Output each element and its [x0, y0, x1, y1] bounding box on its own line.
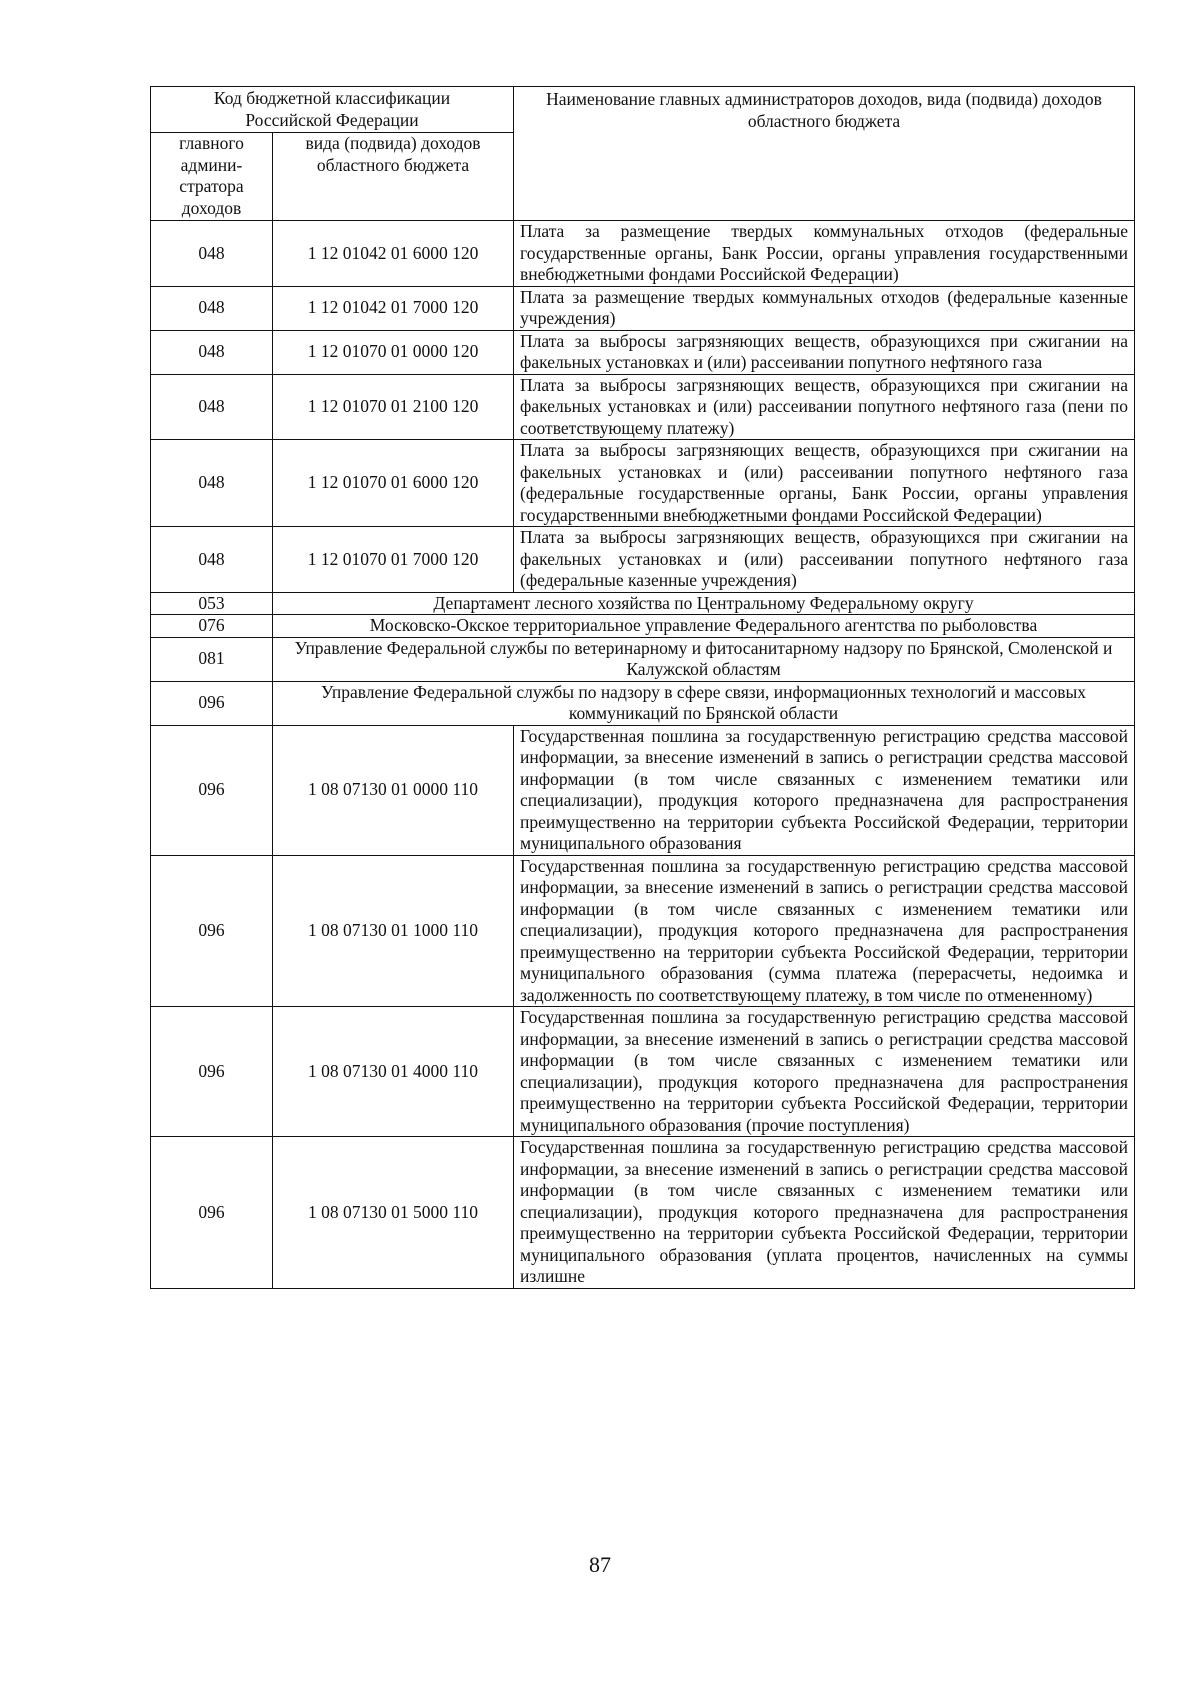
- department-name-cell: Департамент лесного хозяйства по Центральному Федеральному округу: [273, 592, 1135, 615]
- table-row: [151, 855, 1135, 1007]
- admin-code-cell: 048: [151, 286, 273, 330]
- department-row: [151, 637, 1135, 681]
- admin-column-header: главного админи-стратора доходов: [151, 133, 273, 221]
- table-row: [151, 286, 1135, 330]
- income-name-cell: Плата за выбросы загрязняющих веществ, образующихся при сжигании на факельных установках и (или) рассеивании попутного нефтяного газа (федеральные казенные учреждения): [514, 527, 1135, 593]
- income-name-cell: Плата за выбросы загрязняющих веществ, образующихся при сжигании на факельных установках и (или) рассеивании попутного нефтяного газа (пени по соответствующему платежу): [514, 374, 1135, 440]
- admin-code-cell: 096: [151, 1007, 273, 1137]
- admin-code-cell: 048: [151, 527, 273, 593]
- table-body: [151, 221, 1135, 1289]
- table-row: [151, 527, 1135, 593]
- page-number: 87: [589, 1552, 611, 1577]
- department-row: [151, 592, 1135, 615]
- income-code-cell: 1 08 07130 01 0000 110: [273, 725, 514, 855]
- income-code-cell: 1 12 01070 01 0000 120: [273, 330, 514, 374]
- table-row: [151, 330, 1135, 374]
- income-name-cell: Государственная пошлина за государственную регистрацию средства массовой информации, за внесение изменений в запись о регистрации средства массовой информации (в том числе связанных с изменением тематики или специализации), продукция которого предназначена для распространения преимущественно на территории субъекта Российской Федерации, территории муниципального образования (уплата процентов, начисленных на суммы излишне: [514, 1137, 1135, 1289]
- income-name-cell: Государственная пошлина за государственную регистрацию средства массовой информации, за внесение изменений в запись о регистрации средства массовой информации (в том числе связанных с изменением тематики или специализации), продукция которого предназначена для распространения преимущественно на территории субъекта Российской Федерации, территории муниципального образования (прочие поступления): [514, 1007, 1135, 1137]
- table-row: [151, 374, 1135, 440]
- admin-code-cell: 048: [151, 330, 273, 374]
- income-code-cell: 1 12 01070 01 6000 120: [273, 440, 514, 527]
- admin-code-cell: 053: [151, 592, 273, 615]
- income-code-cell: 1 12 01042 01 6000 120: [273, 221, 514, 287]
- income-code-cell: 1 08 07130 01 4000 110: [273, 1007, 514, 1137]
- admin-code-cell: 096: [151, 725, 273, 855]
- table-row: [151, 1007, 1135, 1137]
- admin-code-cell: 096: [151, 855, 273, 1007]
- classification-header: Код бюджетной классификации Российской Федерации: [151, 87, 514, 133]
- table-row: [151, 221, 1135, 287]
- income-name-cell: Государственная пошлина за государственную регистрацию средства массовой информации, за внесение изменений в запись о регистрации средства массовой информации (в том числе связанных с изменением тематики или специализации), продукция которого предназначена для распространения преимущественно на территории субъекта Российской Федерации, территории муниципального образования: [514, 725, 1135, 855]
- budget-classification-table: [150, 86, 1135, 1289]
- table-row: [151, 440, 1135, 527]
- income-name-cell: Плата за выбросы загрязняющих веществ, образующихся при сжигании на факельных установках и (или) рассеивании попутного нефтяного газа: [514, 330, 1135, 374]
- admin-code-cell: 096: [151, 1137, 273, 1289]
- income-name-cell: Плата за выбросы загрязняющих веществ, образующихся при сжигании на факельных установках и (или) рассеивании попутного нефтяного газа (федеральные государственные органы, Банк России, органы управления государственными внебюджетными фондами Российской Федерации): [514, 440, 1135, 527]
- admin-code-cell: 081: [151, 637, 273, 681]
- income-name-cell: Плата за размещение твердых коммунальных отходов (федеральные государственные органы, Банк России, органы управления государственными внебюджетными фондами Российской Федерации): [514, 221, 1135, 287]
- department-name-cell: Управление Федеральной службы по ветеринарному и фитосанитарному надзору по Брянской, Смоленской и Калужской областям: [273, 637, 1135, 681]
- admin-name-header: Наименование главных администраторов доходов, вида (подвида) доходов областного бюджета: [514, 87, 1135, 221]
- income-name-cell: Государственная пошлина за государственную регистрацию средства массовой информации, за внесение изменений в запись о регистрации средства массовой информации (в том числе связанных с изменением тематики или специализации), продукция которого предназначена для распространения преимущественно на территории субъекта Российской Федерации, территории муниципального образования (сумма платежа (перерасчеты, недоимка и задолженность по соответствующему платежу, в том числе по отмененному): [514, 855, 1135, 1007]
- department-name-cell: Управление Федеральной службы по надзору в сфере связи, информационных технологий и массовых коммуникаций по Брянской области: [273, 681, 1135, 725]
- header-row-1: [151, 87, 1135, 133]
- income-code-cell: 1 12 01070 01 7000 120: [273, 527, 514, 593]
- admin-code-cell: 048: [151, 221, 273, 287]
- department-row: [151, 615, 1135, 638]
- code-column-header: вида (подвида) доходов областного бюджета: [273, 133, 514, 221]
- table-row: [151, 1137, 1135, 1289]
- admin-code-cell: 048: [151, 440, 273, 527]
- income-code-cell: 1 08 07130 01 5000 110: [273, 1137, 514, 1289]
- admin-code-cell: 076: [151, 615, 273, 638]
- admin-code-cell: 048: [151, 374, 273, 440]
- income-code-cell: 1 08 07130 01 1000 110: [273, 855, 514, 1007]
- income-code-cell: 1 12 01042 01 7000 120: [273, 286, 514, 330]
- income-code-cell: 1 12 01070 01 2100 120: [273, 374, 514, 440]
- income-name-cell: Плата за размещение твердых коммунальных отходов (федеральные казенные учреждения): [514, 286, 1135, 330]
- table-row: [151, 725, 1135, 855]
- admin-code-cell: 096: [151, 681, 273, 725]
- department-name-cell: Московско-Окское территориальное управление Федерального агентства по рыболовства: [273, 615, 1135, 638]
- department-row: [151, 681, 1135, 725]
